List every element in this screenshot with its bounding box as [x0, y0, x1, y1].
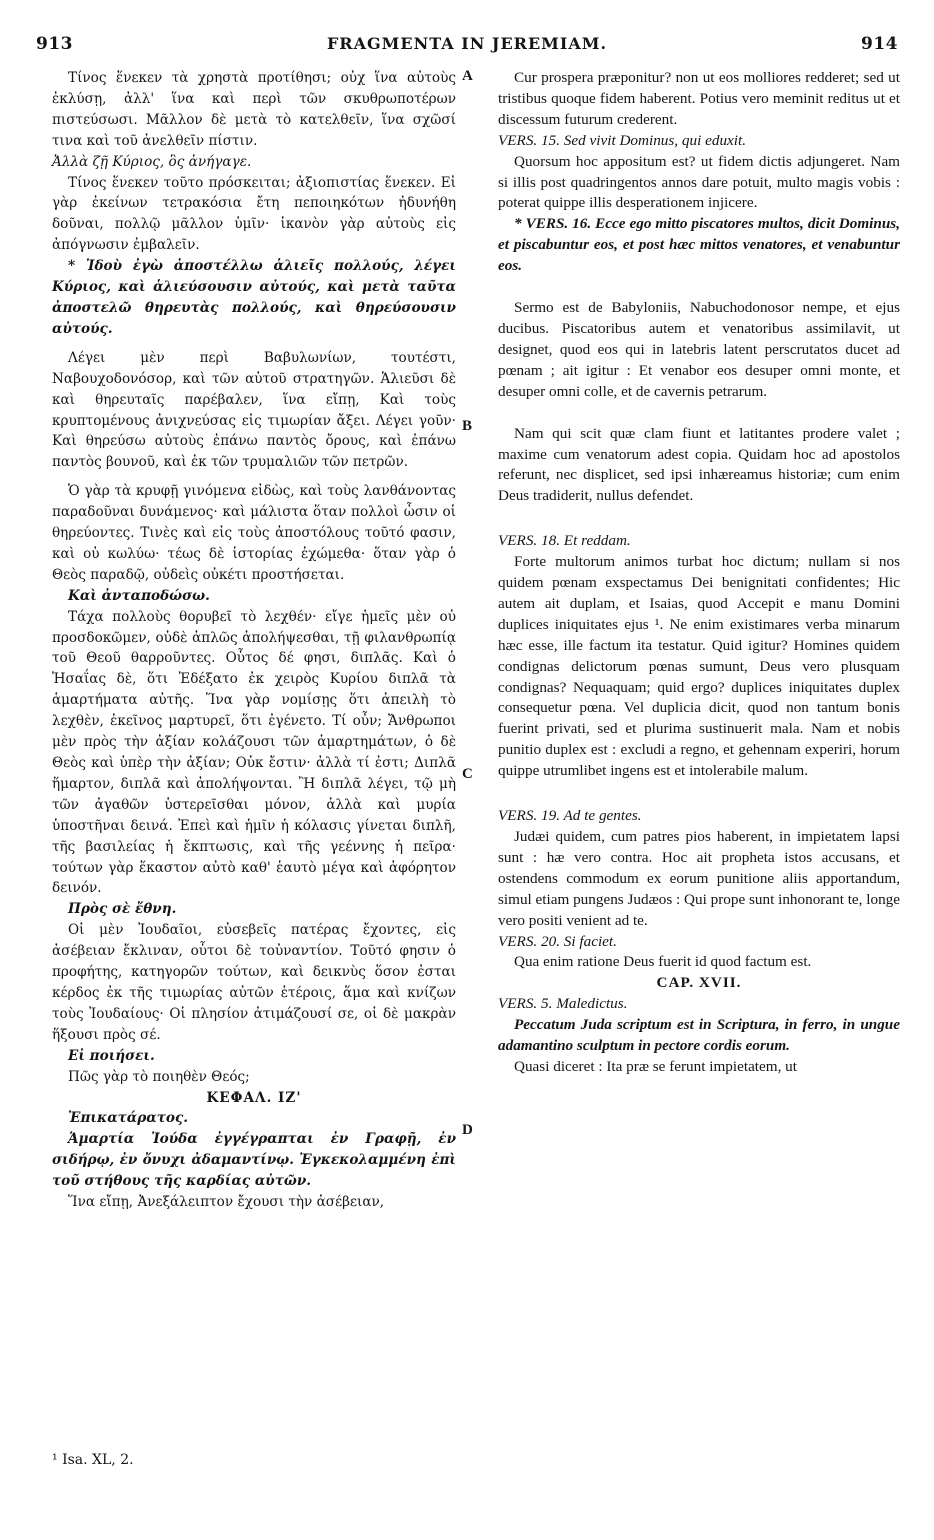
- latin-paragraph: VERS. 18. Et reddam.: [498, 532, 631, 550]
- greek-paragraph: Οἱ μὲν Ἰουδαῖοι, εὐσεβεῖς πατέρας ἔχοντες, εἰς ἀσέβειαν ἔκλιναν, οὗτοι δὲ τοὐναντίον. Τοῦτό φησιν ὁ προφήτης, κατηγορῶν τούτων, καὶ δεικνὺς ὅσον ἐσται κέρδος ἐκ τῆς τιμωρίας αὐτῶν ἑτέροις, ἅμα καὶ κνίζων τοὺς Ἰουδαίους· Οἱ πλησίον ἀτιμάζουσί σε, οἱ δὲ μακρὰν ἥξουσι πρὸς σέ.: [52, 922, 456, 1043]
- latin-paragraph: Quorsum hoc appositum est? ut fidem dictis adjungeret. Nam si illis post quadringentos annos dare potuit, multo magis vobis : poterat quippe illis desperationem injicere.: [498, 152, 900, 212]
- latin-paragraph: Quasi diceret : Ita præ se ferunt impietatem, ut: [514, 1057, 797, 1075]
- latin-paragraph: CAP. XVII.: [656, 974, 742, 992]
- latin-paragraph: Nam qui scit quæ clam fiunt et latitantes prodere valet ; maxime cum venatorum adest copia. Quidam hoc ad apostolos referunt, nec displicet, sed ipsi inhæreamus historiæ; cum enim Deus tradiderit, nullus defendet.: [498, 424, 900, 505]
- margin-marker-c: C: [462, 766, 473, 782]
- page-number-right: 914: [861, 34, 898, 54]
- greek-paragraph: Ἀλλὰ ζῇ Κύριος, ὃς ἀνήγαγε.: [52, 153, 252, 170]
- greek-column: [52, 68, 456, 1213]
- greek-paragraph: Πρὸς σὲ ἔθνη.: [68, 901, 177, 918]
- greek-paragraph: Εἰ ποιήσει.: [68, 1047, 155, 1064]
- greek-paragraph: Τίνος ἕνεκεν τὰ χρηστὰ προτίθησι; οὐχ ἵνα αὐτοὺς ἐκλύσῃ, ἀλλ' ἵνα καὶ περὶ τῶν σκυθρωποτέρων πιστεύσωσι. Μᾶλλον δὲ μετὰ τὸ κατελθεῖν, ἵνα σχῶσί τινα καὶ τοῦ ἀνελθεῖν πίστιν.: [52, 70, 456, 149]
- latin-paragraph: * VERS. 16. Ecce ego mitto piscatores multos, dicit Dominus, et piscabuntur eos, et post hæc mittos venatores, et venabuntur eos.: [498, 215, 900, 275]
- page-header: [36, 34, 898, 58]
- greek-paragraph: Τίνος ἕνεκεν τοῦτο πρόσκειται; ἀξιοπιστίας ἕνεκεν. Εἰ γὰρ ἐκείνων τετρακόσια ἔτη πεποιηκότων ἠδυνήθη δοῦναι, πολλῷ μᾶλλον ὑμῖν· ἱκανὸν γὰρ αὐτοὺς εἰς ἀπόγνωσιν ἐμβαλεῖν.: [52, 174, 456, 254]
- latin-paragraph: Peccatum Juda scriptum est in Scriptura, in ferro, in ungue adamantino sculptum in pectore cordis eorum.: [498, 1016, 900, 1055]
- running-title: FRAGMENTA IN JEREMIAM.: [326, 34, 608, 53]
- greek-paragraph: Καὶ ἀνταποδώσω.: [68, 587, 210, 604]
- page-number-left: 913: [36, 34, 73, 54]
- greek-paragraph: Ἁμαρτία Ἰούδα ἐγγέγραπται ἐν Γραφῇ, ἐν σιδήρῳ, ἐν ὄνυχι ἀδαμαντίνῳ. Ἐγκεκολαμμένη ἐπὶ τοῦ στήθους τῆς καρδίας αὐτῶν.: [52, 1131, 456, 1190]
- latin-column: [498, 68, 900, 1078]
- latin-paragraph: VERS. 20. Si faciet.: [498, 932, 617, 950]
- latin-paragraph: Forte multorum animos turbat hoc dictum; nullam si nos quidem pœnam exspectamus Dei benignitati confidentes; Hic autem ait duplam, et Isaias, quod Accepit e manu Domini duplices iniquitates ejus ¹. Ne enim existimares verba minarum hæc esse, ille factum ita testatur. Quid igitur? Homines quidem condignas delictorum pœnas sumunt, Deus vero plusquam condignas? Nequaquam; quid ergo? duplices iniquitates duplex consequetur pœna. Vel duplicia dicit, quod non tantum bonis fuerint privati, sed et plurima sustinuerit mala. Nam et nobis punitio duplex est : excludi a regno, et gehennam experiri, horum quippe utrumlibet ingens est et intolerabile malum.: [498, 553, 900, 780]
- latin-paragraph: Sermo est de Babyloniis, Nabuchodonosor nempe, et ejus ducibus. Piscatoribus autem et venatoribus assimilavit, ut designet, quod eos qui in latebris latent perscrutatos ducet ad pœnam ; ait igitur : Et venabor eos desuper omni monte, et desuper omni colle, et de cavernis petrarum.: [498, 299, 900, 400]
- latin-paragraph: VERS. 15. Sed vivit Dominus, qui eduxit.: [498, 131, 747, 149]
- greek-paragraph: Τάχα πολλοὺς θορυβεῖ τὸ λεχθέν· εἴγε ἡμεῖς μὲν οὐ προσδοκῶμεν, οὐδὲ ἁπλῶς ἀπολήψεσθαι, τῇ φιλανθρωπίᾳ τοῦ Θεοῦ θαρροῦντες. Οὗτος δέ φησι, διπλᾶς. Καὶ ὁ Ἡσαΐας δὲ, ὅτι Ἐδέξατο ἐκ χειρὸς Κυρίου διπλᾶ τὰ ἁμαρτήματα αὐτῆς. Ἵνα γὰρ νομίσῃς ὅτι ἀπειλὴ τὸ λεχθὲν, ἐκεῖνος μαρτυρεῖ, ὅτι ἐγένετο. Τί οὖν; Ἄνθρωποι μὲν πρὸς τὴν ἀξίαν κολάζουσι τῶν ἁμαρτημάτων, ὁ δὲ Θεὸς καὶ ὑπὲρ τὴν ἀξίαν; Οὐκ ἔστιν· ἀλλὰ τί ἐστι; Διπλᾶ ἥμαρτον, διπλᾶ καὶ ἀπολήψονται. Ἢ διπλᾶ λέγει, τῷ μὴ τῶν ἀγαθῶν ὑστερεῖσθαι μόνον, ἀλλὰ καὶ μυρία ὑποστῆναι δεινά. Ἐπεὶ καὶ ἡμῖν ἡ κόλασις γίνεται διπλῆ, τῆς βασιλείας ἡ ἔκπτωσις, καὶ τῆς γεέννης ἡ πεῖρα· τούτων γὰρ ἕκαστον αὐτὸ καθ' ἑαυτὸ μέγα καὶ ἀφόρητον δεινόν.: [52, 608, 456, 897]
- greek-paragraph: ΚΕΦΑΛ. ΙΖ': [206, 1089, 302, 1106]
- margin-marker-d: D: [462, 1122, 473, 1138]
- margin-marker-b: B: [462, 418, 473, 434]
- latin-paragraph: VERS. 19. Ad te gentes.: [498, 807, 642, 825]
- greek-paragraph: Πῶς γὰρ τὸ ποιηθὲν Θεός;: [68, 1068, 250, 1085]
- greek-paragraph: * Ἰδοὺ ἐγὼ ἀποστέλλω ἁλιεῖς πολλούς, λέγει Κύριος, καὶ ἁλιεύσουσιν αὐτούς, καὶ μετὰ ταῦτα ἀποστελῶ θηρευτὰς πολλούς, καὶ θηρεύσουσιν αὐτούς.: [52, 258, 456, 337]
- latin-paragraph: Qua enim ratione Deus fuerit id quod factum est.: [514, 953, 812, 971]
- margin-marker-a: A: [462, 68, 473, 84]
- greek-paragraph: Ἐπικατάρατος.: [68, 1110, 188, 1127]
- latin-paragraph: Judæi quidem, cum patres pios haberent, in impietatem lapsi sunt : hæ vero contra. Hoc ait propheta istos accusans, et ostendens commodum ex eorum punitione aliis apportandum, simul etiam pungens Judæos : Qui prope sunt inhonorant te, longe vero positi venient ad te.: [498, 828, 901, 929]
- greek-paragraph: Ὁ γὰρ τὰ κρυφῇ γινόμενα εἰδὼς, καὶ τοὺς λανθάνοντας παραδοῦναι δυνάμενος· καὶ μάλιστα ὅταν πολλοὶ ὦσιν οἱ θηρεύοντες. Τινὲς καὶ εἰς τοὺς ἀποστόλους τοῦτό φασιν, καὶ οὐ κωλύω· τέως δὲ ἱστορίας ἐχώμεθα· ὅταν γὰρ ὁ Θεὸς παραδῷ, οὐδεὶς οὐκέτι προστήσεται.: [52, 483, 456, 583]
- footnote: ¹ Isa. XL, 2.: [52, 1452, 134, 1468]
- greek-paragraph: Λέγει μὲν περὶ Βαβυλωνίων, τουτέστι, Ναβουχοδονόσορ, καὶ τῶν αὐτοῦ στρατηγῶν. Ἁλιεῦσι δὲ καὶ θηρευταῖς παρέβαλεν, ἵνα εἴπῃ, Καὶ τοὺς κρυπτομένους ἀνιχνεύσας εἰς τιμωρίαν ἄξει. Λέγει γοῦν· Καὶ θηρεύσω αὐτοὺς ἐπάνω παντὸς ὄρους, καὶ ἐπάνω παντὸς βουνοῦ, καὶ ἐκ τῶν τρυμαλιῶν τῶν πετρῶν.: [52, 349, 456, 471]
- greek-paragraph: Ἵνα εἴπῃ, Ἀνεξάλειπτον ἔχουσι τὴν ἀσέβειαν,: [68, 1194, 385, 1211]
- latin-paragraph: VERS. 5. Maledictus.: [498, 995, 628, 1013]
- latin-paragraph: Cur prospera præponitur? non ut eos molliores redderet; sed ut tristibus quoque fidem haberent. Potius vero meminit reditus ut et discessum futurum crederent.: [498, 69, 900, 128]
